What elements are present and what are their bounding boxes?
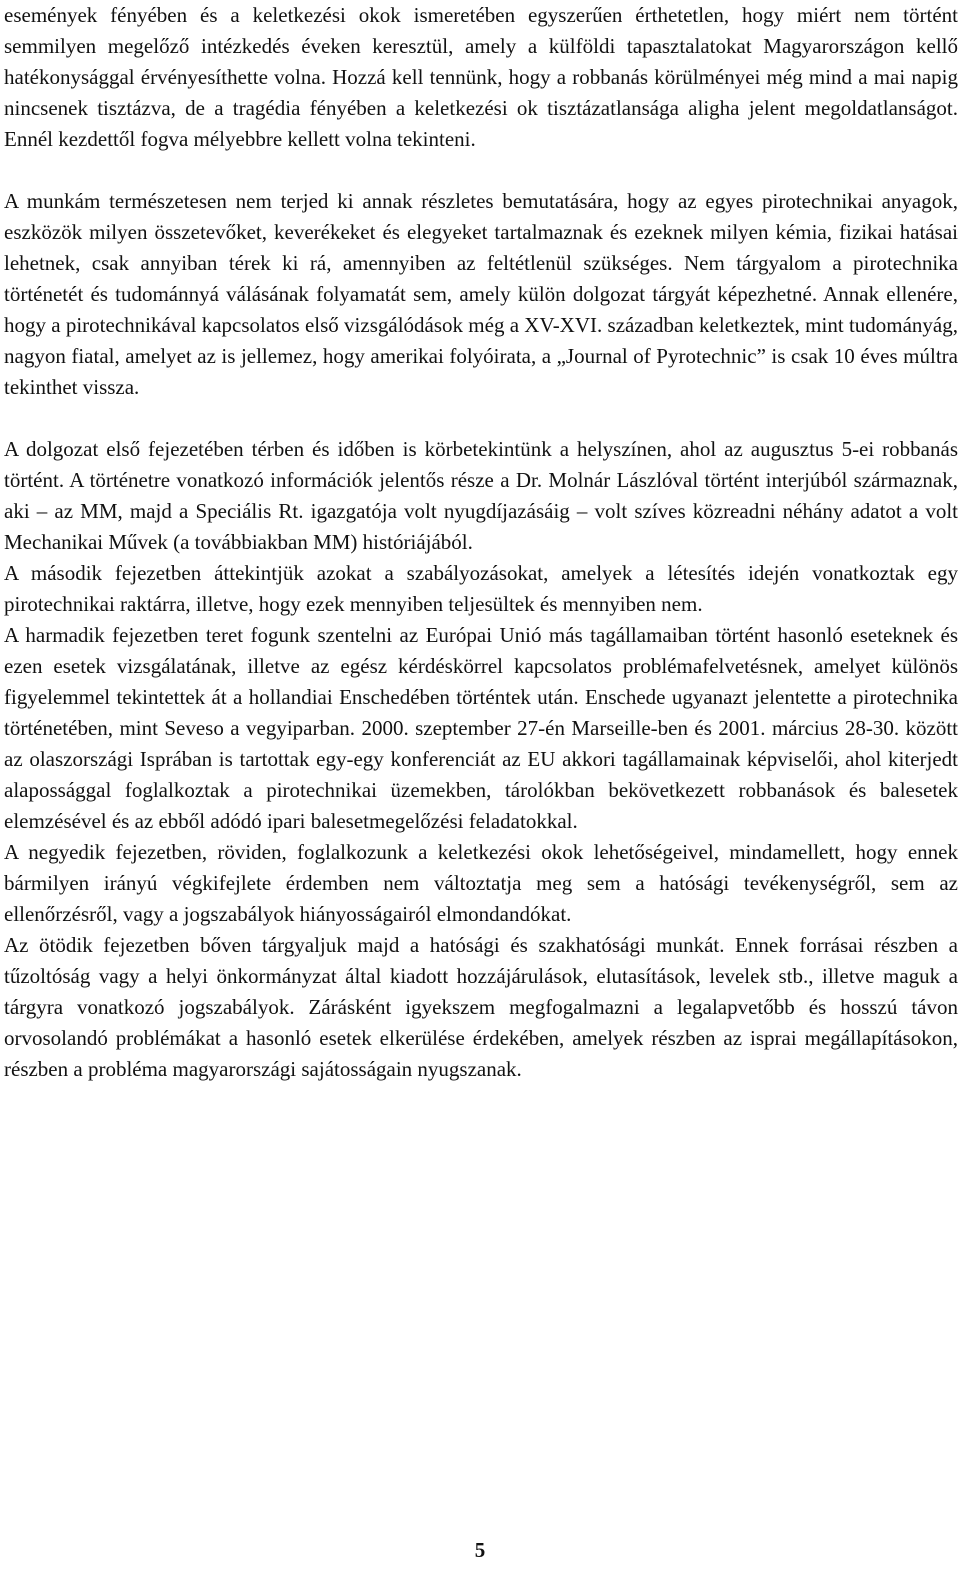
paragraph-chapter-3: A harmadik fejezetben teret fogunk szentelni az Európai Unió más tagállamaiban történt hasonló eseteknek és ezen esetek vizsgálatának, illetve az egész kérdéskörrel kapcsolatos problémafelvetésnek, amelyet különös figyelemmel tekintettek át a hollandiai Enschedében történtek után. Enschede ugyanazt jelentette a pirotechnika történetében, mint Seveso a vegyiparban. 2000. szeptember 27-én Marseille-ben és 2001. március 28-30. között az olaszországi Isprában is tartottak egy-egy konferenciát az EU akkori tagállamainak képviselői, ahol kiterjedt alapossággal foglalkoztak a pirotechnikai üzemekben, tárolókban bekövetkezett robbanások és balesetek elemzésével és az ebből adódó ipari balesetmegelőzési feladatokkal. xyxy=(4,623,958,833)
paragraph-chapter-4: A negyedik fejezetben, röviden, foglalkozunk a keletkezési okok lehetőségeivel, mindamellett, hogy ennek bármilyen irányú végkifejlete érdemben nem változtatja meg sem a hatósági tevékenységről, sem az ellenőrzésről, vagy a jogszabályok hiányosságairól elmondandókat. xyxy=(4,840,958,926)
paragraph-scope: A munkám természetesen nem terjed ki annak részletes bemutatására, hogy az egyes pirotechnikai anyagok, eszközök milyen összetevőket, keverékeket és elegyeket tartalmaznak és ezeknek milyen kémia, fizikai hatásai lehetnek, csak annyiban térek ki rá, amennyiben az feltétlenül szükséges. Nem tárgyalom a pirotechnika történetét és tudománnyá válásának folyamatát sem, amely külön dolgozat tárgyát képezhetné. Annak ellenére, hogy a pirotechnikával kapcsolatos első vizsgálódások még a XV-XVI. században keletkeztek, mint tudományág, nagyon fiatal, amelyet az is jellemez, hogy amerikai folyóirata, a „Journal of Pyrotechnic” is csak 10 éves múltra tekinthet vissza. xyxy=(4,189,958,399)
page-number: 5 xyxy=(474,1538,486,1562)
paragraph-gap xyxy=(4,155,958,186)
paragraph-chapter-5: Az ötödik fejezetben bőven tárgyaljuk majd a hatósági és szakhatósági munkát. Ennek forrásai részben a tűzoltóság vagy a helyi önkormányzat által kiadott hozzájárulások, elutasítások, levelek stb., illetve maguk a tárgyra vonatkozó jogszabályok. Zárásként igyekszem megfogalmazni a legalapvetőbb és hosszú távon orvosolandó problémákat a hasonló esetek elkerülése érdekében, amelyek részben az isprai megállapításokon, részben a probléma magyarországi sajátosságain nyugszanak. xyxy=(4,933,958,1081)
paragraph-chapter-1: A dolgozat első fejezetében térben és időben is körbetekintünk a helyszínen, ahol az augusztus 5-ei robbanás történt. A történetre vonatkozó információk jelentős része a Dr. Molnár Lászlóval történt interjúból származnak, aki – az MM, majd a Speciális Rt. igazgatója volt nyugdíjazásáig – volt szíves közreadni néhány adatot a volt Mechanikai Művek (a továbbiakban MM) históriájából. xyxy=(4,437,958,554)
paragraph-chapter-2: A második fejezetben áttekintjük azokat a szabályozásokat, amelyek a létesítés idején vonatkoztak egy pirotechnikai raktárra, illetve, hogy ezek mennyiben teljesültek és mennyiben nem. xyxy=(4,561,958,616)
paragraph-gap xyxy=(4,403,958,434)
document-body xyxy=(4,0,958,1085)
paragraph-intro-continuation: események fényében és a keletkezési okok ismeretében egyszerűen érthetetlen, hogy miért nem történt semmilyen megelőző intézkedés éveken keresztül, amely a külföldi tapasztalatokat Magyarországon kellő hatékonysággal érvényesíthette volna. Hozzá kell tennünk, hogy a robbanás körülményei még mind a mai napig nincsenek tisztázva, de a tragédia fényében a keletkezési ok tisztázatlansága aligha jelent megoldatlanságot. Ennél kezdettől fogva mélyebbre kellett volna tekinteni. xyxy=(4,3,958,151)
